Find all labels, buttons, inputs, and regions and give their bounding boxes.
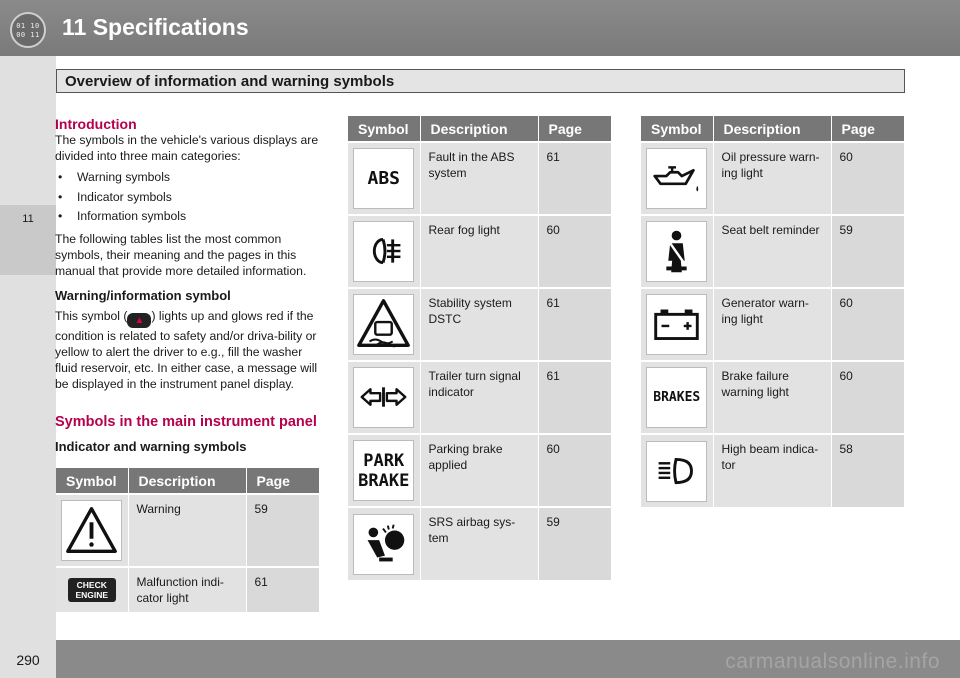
intro-paragraph-1: The symbols in the vehicle's various displays are divided into three main categories: bbox=[55, 133, 319, 163]
page-cell: 61 bbox=[538, 288, 611, 361]
description-cell: Fault in the ABS system bbox=[420, 142, 538, 215]
table-row bbox=[641, 434, 904, 507]
table-row bbox=[348, 142, 611, 215]
description-cell: Warning bbox=[128, 494, 246, 567]
column-header-symbol: Symbol bbox=[56, 468, 128, 494]
description-cell: Generator warn-ing light bbox=[713, 288, 831, 361]
table-row bbox=[56, 567, 319, 612]
symbol-cell bbox=[56, 494, 128, 567]
symbol-cell bbox=[641, 215, 713, 288]
indicator-warning-table bbox=[56, 468, 319, 612]
table-row bbox=[641, 288, 904, 361]
section-title-bar bbox=[56, 69, 905, 93]
column-header-symbol: Symbol bbox=[348, 116, 420, 142]
park-brake-text-line: PARK bbox=[363, 450, 405, 471]
intro-paragraph-3 bbox=[55, 308, 323, 392]
symbol-cell bbox=[641, 142, 713, 215]
table-row bbox=[641, 361, 904, 434]
paragraph-text: This symbol ( bbox=[55, 308, 128, 323]
warning-info-subheading: Warning/information symbol bbox=[55, 287, 231, 303]
table-row bbox=[56, 494, 319, 567]
description-cell: Trailer turn signal indicator bbox=[420, 361, 538, 434]
symbol-cell bbox=[348, 288, 420, 361]
symbol-cell bbox=[641, 361, 713, 434]
page-cell: 60 bbox=[831, 288, 904, 361]
symbol-cell bbox=[641, 288, 713, 361]
symbols-table-right bbox=[641, 116, 904, 507]
description-cell: SRS airbag sys-tem bbox=[420, 507, 538, 580]
intro-paragraph-2: The following tables list the most common symbols, their meaning and the pages in this manual that provide more detailed information. bbox=[55, 231, 307, 278]
page-cell: 59 bbox=[538, 507, 611, 580]
symbol-cell bbox=[641, 434, 713, 507]
column-header-description: Description bbox=[713, 116, 831, 142]
page-cell: 61 bbox=[246, 567, 319, 612]
list-item: • Indicator symbols bbox=[55, 188, 323, 208]
description-cell: High beam indica-tor bbox=[713, 434, 831, 507]
instrument-panel-heading: Symbols in the main instrument panel bbox=[55, 413, 317, 430]
description-cell: Rear fog light bbox=[420, 215, 538, 288]
table-row bbox=[348, 507, 611, 580]
symbol-cell bbox=[348, 361, 420, 434]
warning-info-symbol-icon: ▲ bbox=[127, 313, 151, 328]
column-header-page: Page bbox=[538, 116, 611, 142]
table-heading: Indicator and warning symbols bbox=[55, 438, 247, 454]
description-cell: Brake failure warning light bbox=[713, 361, 831, 434]
table-row bbox=[641, 215, 904, 288]
page-cell: 58 bbox=[831, 434, 904, 507]
rear-fog-light-icon bbox=[353, 221, 414, 282]
table-row bbox=[348, 361, 611, 434]
table-row bbox=[348, 434, 611, 507]
intro-column bbox=[55, 116, 323, 455]
page-footer bbox=[0, 640, 960, 678]
park-brake-text bbox=[354, 441, 413, 500]
park-brake-icon bbox=[353, 440, 414, 501]
chapter-title: 11 Specifications bbox=[62, 14, 249, 40]
column-header-page: Page bbox=[246, 468, 319, 494]
column-header-symbol: Symbol bbox=[641, 116, 713, 142]
seat-belt-icon bbox=[646, 221, 707, 282]
generator-icon bbox=[646, 294, 707, 355]
check-engine-icon: CHECK ENGINE bbox=[68, 578, 116, 602]
symbol-cell bbox=[56, 567, 128, 612]
page-cell: 60 bbox=[831, 361, 904, 434]
page-cell: 61 bbox=[538, 142, 611, 215]
column-header-description: Description bbox=[420, 116, 538, 142]
page-cell: 59 bbox=[831, 215, 904, 288]
chapter-tab bbox=[0, 205, 56, 275]
srs-airbag-icon bbox=[353, 514, 414, 575]
description-cell: Malfunction indi-cator light bbox=[128, 567, 246, 612]
page-number: 290 bbox=[0, 640, 56, 678]
high-beam-icon bbox=[646, 441, 707, 502]
page-cell: 60 bbox=[538, 215, 611, 288]
description-cell: Oil pressure warn-ing light bbox=[713, 142, 831, 215]
symbol-cell bbox=[348, 507, 420, 580]
description-cell: Stability system DSTC bbox=[420, 288, 538, 361]
oil-pressure-icon bbox=[646, 148, 707, 209]
watermark-text: carmanualsonline.info bbox=[725, 650, 940, 673]
table-row bbox=[641, 142, 904, 215]
trailer-turn-signal-icon bbox=[353, 367, 414, 428]
page-cell: 60 bbox=[538, 434, 611, 507]
brake-failure-icon-text: BRAKES bbox=[653, 390, 701, 405]
intro-heading: Introduction bbox=[55, 116, 137, 132]
warning-triangle-icon bbox=[61, 500, 122, 561]
description-cell: Parking brake applied bbox=[420, 434, 538, 507]
page-header bbox=[0, 0, 960, 56]
description-cell: Seat belt reminder bbox=[713, 215, 831, 288]
symbol-cell bbox=[348, 142, 420, 215]
symbol-cell bbox=[348, 434, 420, 507]
brake-failure-icon bbox=[646, 367, 707, 428]
list-item: • Information symbols bbox=[55, 207, 323, 227]
column-header-description: Description bbox=[128, 468, 246, 494]
chapter-tab-number: 11 bbox=[22, 213, 34, 225]
list-item: • Warning symbols bbox=[55, 168, 323, 188]
symbol-cell bbox=[348, 215, 420, 288]
symbols-table-middle bbox=[348, 116, 611, 580]
table-row bbox=[348, 288, 611, 361]
abs-icon-text: ABS bbox=[367, 167, 400, 189]
paragraph-text: ) lights up and glows red if the condition is related to safety and/or driva-bility or yellow to alert the driver to e.g., fill the washer fluid reservoir, etc. In either case, a message will be displayed in the instrument panel display. bbox=[55, 308, 318, 391]
stability-system-icon bbox=[353, 294, 414, 355]
table-row bbox=[348, 215, 611, 288]
page-cell: 61 bbox=[538, 361, 611, 434]
left-margin-strip bbox=[0, 56, 56, 640]
chapter-badge-icon: 01 10 00 11 bbox=[10, 12, 46, 48]
category-list bbox=[55, 168, 323, 227]
page-cell: 59 bbox=[246, 494, 319, 567]
park-brake-text-line: BRAKE bbox=[358, 470, 410, 491]
column-header-page: Page bbox=[831, 116, 904, 142]
page-cell: 60 bbox=[831, 142, 904, 215]
abs-icon bbox=[353, 148, 414, 209]
section-title: Overview of information and warning symbols bbox=[65, 73, 395, 90]
